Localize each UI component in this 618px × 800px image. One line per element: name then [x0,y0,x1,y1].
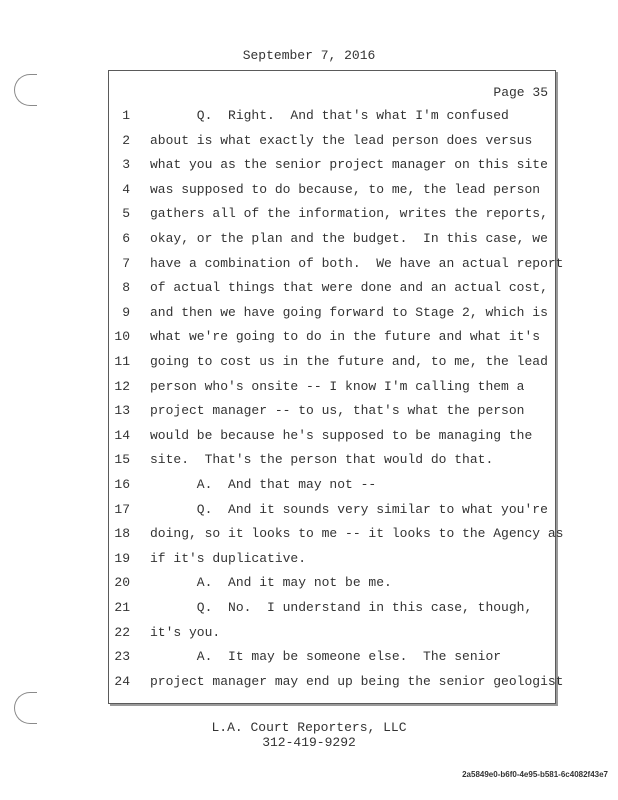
line-number: 16 [114,477,130,492]
transcript-line: Q. And it sounds very similar to what you're [150,502,548,517]
line-number: 1 [122,108,130,123]
line-number: 18 [114,526,130,541]
page-number: Page 35 [493,85,548,100]
line-number: 5 [122,206,130,221]
transcript-line: it's you. [150,625,221,640]
transcript-line: project manager may end up being the senior geologist [150,674,564,689]
transcript-line: what you as the senior project manager on this site [150,157,548,172]
transcript-line: of actual things that were done and an actual cost, [150,280,548,295]
line-number: 9 [122,305,130,320]
transcript-line: was supposed to do because, to me, the lead person [150,182,541,197]
line-number: 2 [122,133,130,148]
line-number: 21 [114,600,130,615]
reporter-phone: 312-419-9292 [262,735,356,750]
transcript-line: and then we have going forward to Stage 2, which is [150,305,548,320]
line-number: 11 [114,354,130,369]
line-number: 17 [114,502,130,517]
line-number: 23 [114,649,130,664]
transcript-line: A. And that may not -- [150,477,377,492]
transcript-line: would be because he's supposed to be managing the [150,428,533,443]
line-number: 19 [114,551,130,566]
line-number: 8 [122,280,130,295]
line-number: 22 [114,625,130,640]
line-number: 10 [114,329,130,344]
transcript-line: person who's onsite -- I know I'm calling them a [150,379,525,394]
transcript-line: have a combination of both. We have an actual report [150,256,564,271]
punch-hole-top [14,74,37,106]
transcript-date: September 7, 2016 [242,48,376,63]
line-number: 7 [122,256,130,271]
line-number: 13 [114,403,130,418]
line-number: 15 [114,452,130,467]
document-hash: 2a5849e0-b6f0-4e95-b581-6c4082f43e7 [462,770,608,779]
line-number: 6 [122,231,130,246]
line-number: 4 [122,182,130,197]
transcript-line: A. It may be someone else. The senior [150,649,502,664]
line-number: 24 [114,674,130,689]
transcript-line: if it's duplicative. [150,551,307,566]
line-number: 14 [114,428,130,443]
transcript-line: going to cost us in the future and, to me, the lead [150,354,548,369]
transcript-line: gathers all of the information, writes the reports, [150,206,548,221]
line-number: 12 [114,379,130,394]
line-number: 20 [114,575,130,590]
transcript-line: site. That's the person that would do that. [150,452,494,467]
transcript-line: A. And it may not be me. [150,575,392,590]
transcript-line: what we're going to do in the future and what it's [150,329,541,344]
transcript-line: project manager -- to us, that's what the person [150,403,525,418]
reporter-name: L.A. Court Reporters, LLC [211,720,407,735]
transcript-line: Q. No. I understand in this case, though, [150,600,533,615]
transcript-line: okay, or the plan and the budget. In this case, we [150,231,548,246]
transcript-line: Q. Right. And that's what I'm confused [150,108,509,123]
transcript-line: about is what exactly the lead person does versus [150,133,533,148]
line-number: 3 [122,157,130,172]
transcript-line: doing, so it looks to me -- it looks to the Agency as [150,526,564,541]
